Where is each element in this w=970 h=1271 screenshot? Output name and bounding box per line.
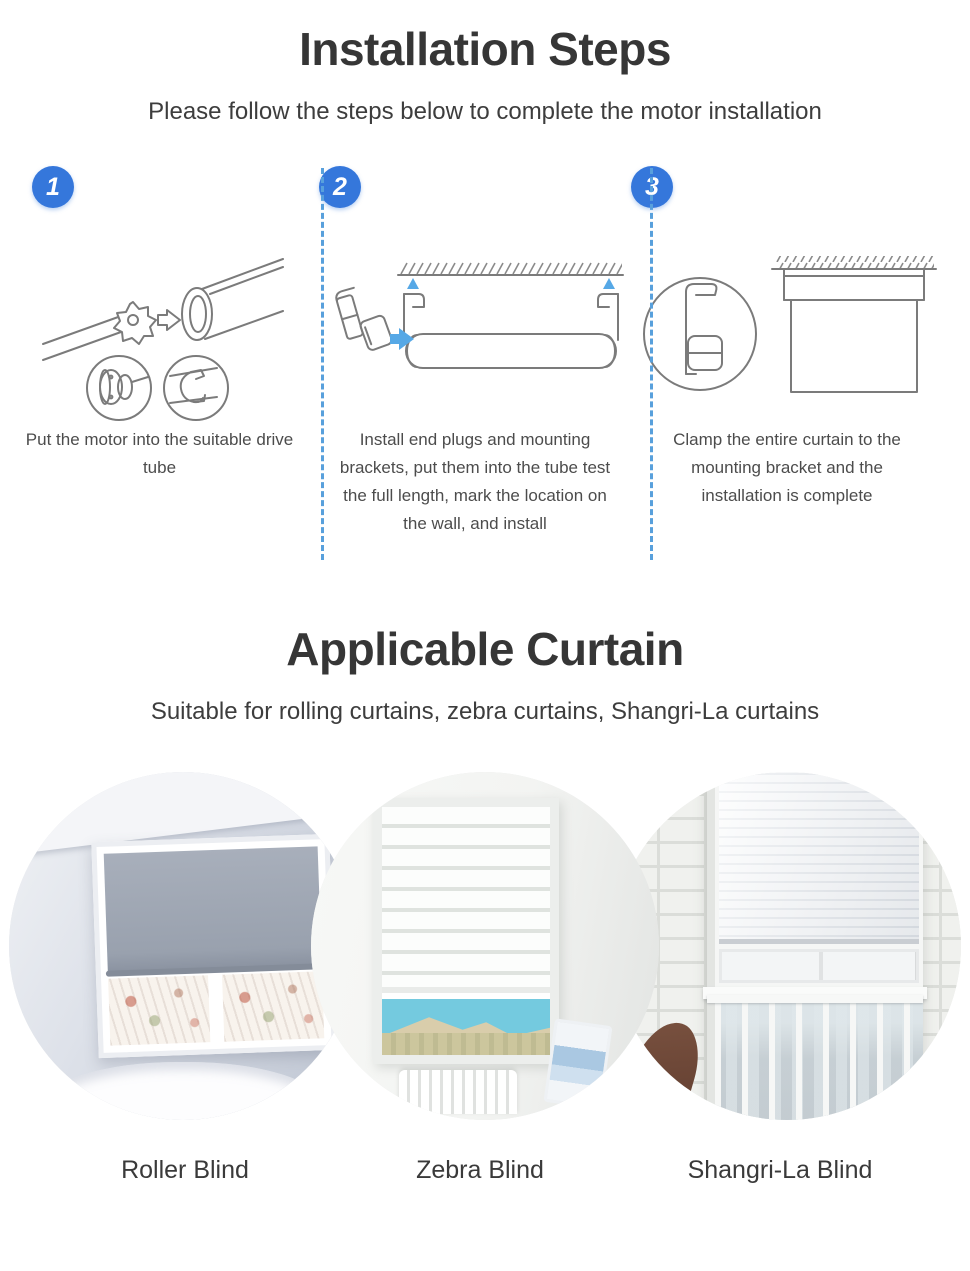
step-3-description: Clamp the entire curtain to the mounting bracket and the installation is complete: [673, 430, 901, 505]
window-view-field: [382, 1033, 550, 1055]
shangri-la-blind-photo: [613, 772, 961, 1120]
window-pane: [222, 971, 324, 1041]
installation-steps-title: Installation Steps: [299, 23, 671, 75]
dashed-divider: [650, 168, 653, 560]
zebra-blind-fabric: [382, 807, 550, 993]
blind-labels-row: [0, 1156, 970, 1185]
step-3-number-badge: 3: [631, 166, 673, 208]
frosted-panes: [719, 949, 919, 983]
balcony-city-view: [715, 999, 923, 1120]
applicable-curtain-title: Applicable Curtain: [286, 623, 684, 675]
roller-blind-fabric: [104, 846, 322, 971]
applicable-curtain-subtitle: Suitable for rolling curtains, zebra curtains, Shangri-La curtains: [150, 698, 820, 725]
step-1-number-badge: 1: [32, 166, 74, 208]
towel-rack: [543, 1018, 612, 1109]
brackets-and-tube-icon: [320, 214, 630, 422]
step-1: [0, 166, 319, 564]
roller-blind-label: Roller Blind: [121, 1156, 249, 1184]
installation-steps-subtitle: Please follow the steps below to complete the motor installation: [148, 98, 822, 125]
window-view-sky: [382, 999, 550, 1055]
window-with-zebra-blind: [373, 798, 559, 1064]
clamp-curtain-icon: [632, 214, 942, 422]
roller-blind-photo: [9, 772, 357, 1120]
blind-photos-row: [0, 772, 970, 1120]
railing-top-bar: [707, 995, 923, 1003]
window-pane: [108, 975, 210, 1045]
step-1-description: Put the motor into the suitable drive tube: [25, 430, 294, 477]
window-with-roller-blind: [91, 834, 336, 1058]
step-3: [631, 166, 943, 564]
step-2: [319, 166, 631, 564]
shangri-la-blind-fabric: [719, 772, 919, 944]
railing-bars: [715, 999, 923, 1120]
step-1-badge-row: [0, 166, 319, 208]
shangri-la-blind-label: Shangri-La Blind: [687, 1156, 873, 1184]
step-2-number-badge: 2: [319, 166, 361, 208]
motor-into-tube-icon: [29, 214, 291, 422]
step-2-description: Install end plugs and mounting brackets, put them into the tube test the full length, mark the location on the wall, and install: [339, 430, 611, 533]
step-2-badge-row: [319, 166, 631, 208]
radiator: [399, 1070, 517, 1114]
zebra-blind-label: Zebra Blind: [416, 1156, 544, 1184]
window-with-shangri-la-blind: [707, 772, 923, 1120]
step-3-badge-row: [631, 166, 943, 208]
zebra-blind-photo: [311, 772, 659, 1120]
installation-steps-row: [0, 166, 970, 564]
dashed-divider: [321, 168, 324, 560]
